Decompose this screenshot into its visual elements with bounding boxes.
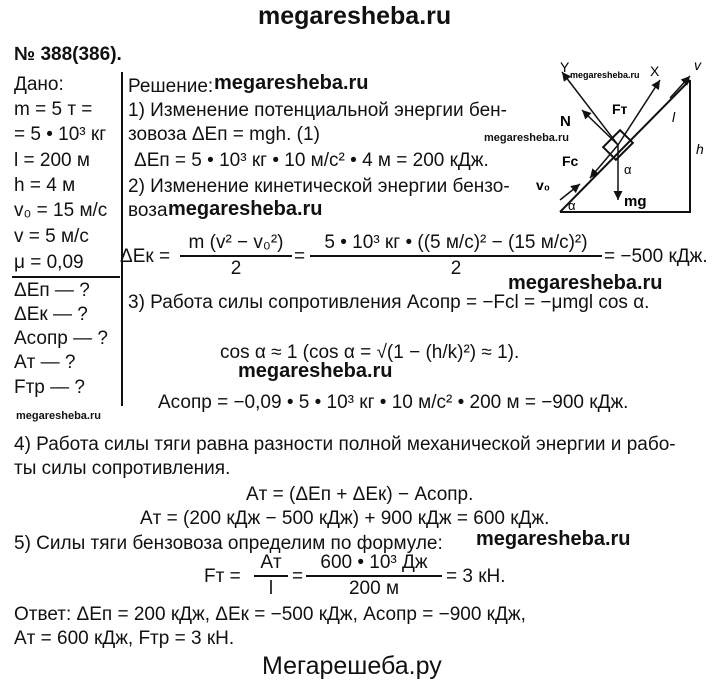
watermark: megaresheba.ru: [238, 360, 393, 382]
given-vertical-divider: [121, 72, 123, 406]
ek-denominator-2: 2: [450, 257, 462, 279]
given-title: Дано:: [14, 74, 64, 95]
answer-line1: Ответ: ΔEп = 200 кДж, ΔEк = −500 кДж, Aсопр = −900 кДж,: [14, 604, 526, 625]
given-line: v = 5 м/с: [14, 226, 89, 247]
ft-lhs: Fт =: [204, 566, 241, 587]
incline-diagram: [530, 50, 710, 220]
label-v0: v₀: [536, 177, 551, 193]
given-line: l = 200 м: [14, 150, 90, 171]
at-formula: Aт = (ΔEп + ΔEк) − Aсопр.: [246, 484, 474, 505]
given-line: h = 4 м: [14, 175, 76, 196]
v-arrow: [670, 76, 690, 98]
label-y: Y: [560, 59, 570, 75]
unknown-line: ΔEп — ?: [14, 280, 90, 301]
at-calc: Aт = (200 кДж − 500 кДж) + 900 кДж = 600 кДж.: [140, 508, 550, 529]
step1-calc: ΔEп = 5 • 10³ кг • 10 м/с² • 4 м = 200 кДж.: [134, 150, 489, 171]
header-watermark: megaresheba.ru: [258, 2, 452, 30]
solution-title: Решение:: [128, 76, 214, 97]
fraction-bar: [306, 575, 442, 577]
watermark: megaresheba.ru: [168, 198, 323, 220]
label-n: N: [560, 113, 571, 130]
step4-line2: ты силы сопротивления.: [14, 458, 231, 479]
ft-fraction-2: [306, 552, 442, 600]
watermark: megaresheba.ru: [214, 72, 369, 94]
label-v: v: [694, 57, 701, 73]
unknown-line: Aт — ?: [14, 352, 76, 373]
ek-lhs: ΔEк =: [120, 246, 171, 267]
ft-fraction-1: [254, 552, 288, 600]
unknown-line: Fтр — ?: [14, 377, 85, 398]
answer-line2: Aт = 600 кДж, Fтр = 3 кН.: [14, 628, 235, 649]
step1-line2: зовоза ΔEп = mgh. (1): [128, 124, 320, 145]
friction-force-arrow: [590, 145, 618, 178]
step3-line: 3) Работа силы сопротивления Aсопр = −Fсl = −μmgl cos α.: [128, 292, 650, 313]
ek-numerator-1: m (v² − v₀²): [188, 232, 284, 253]
label-h: h: [696, 141, 704, 157]
label-x: X: [650, 63, 660, 79]
watermark: megaresheba.ru: [476, 528, 631, 550]
y-axis-arrow: [562, 72, 618, 145]
ft-denominator-2: 200 м: [348, 577, 400, 599]
ft-result: = 3 кН.: [446, 566, 506, 587]
given-divider: [12, 276, 120, 278]
ft-equals: =: [292, 566, 304, 587]
given-line: = 5 • 10³ кг: [14, 124, 107, 145]
label-alpha-base: α: [568, 198, 576, 213]
step2-line2: воза: [128, 200, 168, 221]
step2-line1: 2) Изменение кинетической энергии бензо-: [128, 176, 510, 197]
cos-approx: cos α ≈ 1 (cos α = √(1 − (h/k)²) ≈ 1).: [220, 342, 520, 363]
diagram-watermark: megaresheba.ru: [570, 70, 640, 80]
label-fc: Fс: [562, 153, 579, 169]
ek-equals: =: [294, 246, 306, 267]
footer-watermark: Мегарешеба.ру: [262, 652, 442, 680]
unknown-line: Aсопр — ?: [14, 328, 108, 349]
ek-fraction-1: [180, 232, 292, 280]
watermark: megaresheba.ru: [508, 272, 663, 294]
step4-line1: 4) Работа силы тяги равна разности полной механической энергии и рабо-: [14, 434, 676, 455]
given-line: m = 5 т =: [14, 99, 93, 120]
fraction-bar: [180, 255, 292, 257]
ek-denominator-1: 2: [230, 257, 242, 279]
given-line: μ = 0,09: [14, 252, 84, 273]
ek-numerator-2: 5 • 10³ кг • ((5 м/с)² − (15 м/с)²): [324, 232, 588, 253]
step5-line: 5) Силы тяги бензовоза определим по формуле:: [14, 533, 443, 554]
unknown-line: ΔEк — ?: [14, 304, 88, 325]
small-watermark: megaresheba.ru: [16, 410, 101, 422]
step1-line1: 1) Изменение потенциальной энергии бен-: [128, 100, 507, 121]
label-alpha-block: α: [624, 162, 632, 177]
problem-number: № 388(386).: [14, 44, 122, 65]
fraction-bar: [310, 255, 602, 257]
ek-result: = −500 кДж.: [604, 246, 708, 267]
a-sopr-calc: Aсопр = −0,09 • 5 • 10³ кг • 10 м/с² • 200 м = −900 кДж.: [158, 392, 629, 413]
ft-denominator-1: l: [268, 577, 274, 599]
ft-numerator-2: 600 • 10³ Дж: [320, 552, 428, 573]
label-mg: mg: [624, 193, 647, 210]
small-watermark: megaresheba.ru: [484, 132, 569, 144]
label-l: l: [672, 109, 676, 125]
label-ft: Fт: [612, 101, 628, 117]
fraction-bar: [254, 575, 288, 577]
ft-numerator-1: Aт: [260, 552, 282, 573]
given-line: v₀ = 15 м/с: [14, 200, 108, 221]
